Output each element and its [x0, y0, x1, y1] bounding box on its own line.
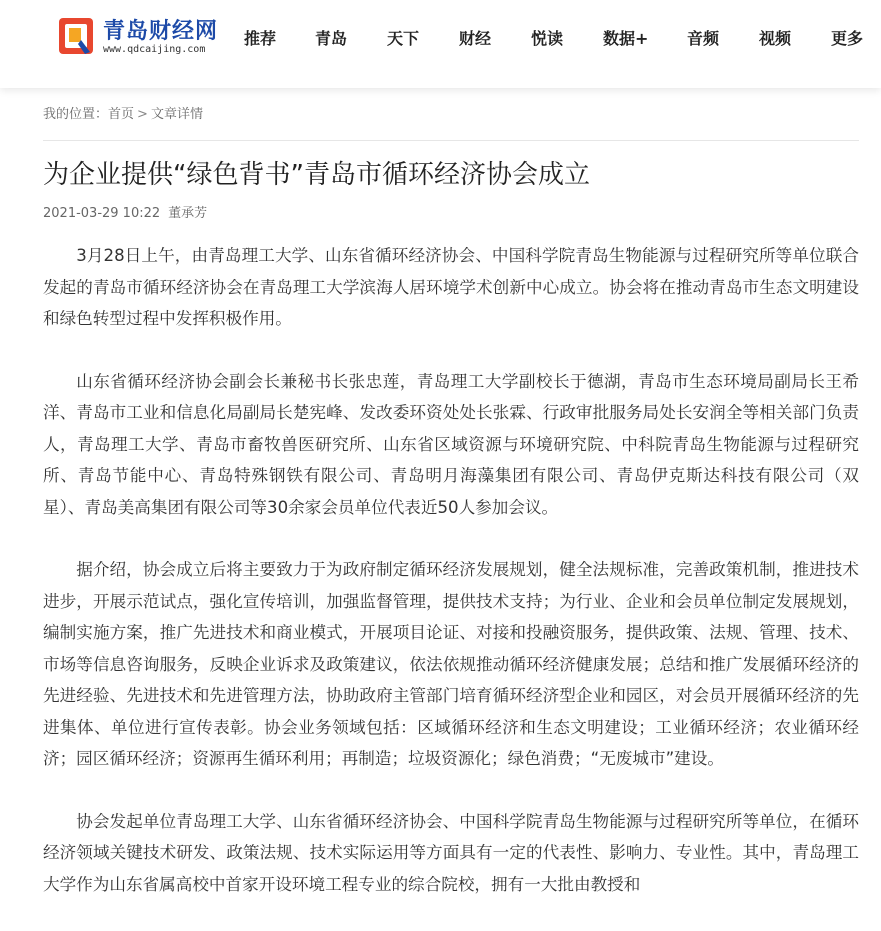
nav-item-finance[interactable]: 财经: [459, 29, 492, 48]
article-meta: [43, 202, 207, 221]
nav-item-video[interactable]: 视频: [759, 29, 792, 48]
nav-item-recommend[interactable]: 推荐: [244, 29, 277, 48]
breadcrumb: [43, 103, 203, 122]
breadcrumb-divider: [43, 140, 859, 141]
article-paragraph: 3月28日上午，由青岛理工大学、山东省循环经济协会、中国科学院青岛生物能源与过程研究所等单位联合发起的青岛市循环经济协会在青岛理工大学滨海人居环境学术创新中心成立。协会将在推动青岛市生态文明建设和绿色转型过程中发挥积极作用。: [43, 246, 859, 328]
breadcrumb-home[interactable]: 首页: [108, 107, 135, 122]
article-author: 董承芳: [168, 206, 208, 221]
article-paragraph: 据介绍，协会成立后将主要致力于为政府制定循环经济发展规划，健全法规标准，完善政策机制，推进技术进步，开展示范试点，强化宣传培训，加强监督管理，提供技术支持；为行业、企业和会员单位制定发展规划，编制实施方案，推广先进技术和商业模式，开展项目论证、对接和投融资服务，提供政策、法规、管理、技术、市场等信息咨询服务，反映企业诉求及政策建议，依法依规推动循环经济健康发展；总结和推广发展循环经济的先进经验、先进技术和先进管理方法，协助政府主管部门培育循环经济型企业和园区，对会员开展循环经济的先进集体、单位进行宣传表彰。协会业务领域包括：区域循环经济和生态文明建设；工业循环经济；农业循环经济；园区循环经济；资源再生循环利用；再制造；垃圾资源化；绿色消费；“无废城市”建设。: [43, 560, 859, 768]
nav-item-audio[interactable]: 音频: [687, 29, 720, 48]
nav-item-world[interactable]: 天下: [387, 29, 420, 48]
breadcrumb-prefix: 我的位置：: [43, 107, 109, 122]
breadcrumb-separator: >: [137, 107, 148, 122]
site-header: [0, 0, 881, 88]
main-nav: [0, 26, 881, 50]
article-paragraph: 协会发起单位青岛理工大学、山东省循环经济协会、中国科学院青岛生物能源与过程研究所等单位，在循环经济领域关键技术研发、政策法规、技术实际运用等方面具有一定的代表性、影响力、专业性。其中，青岛理工大学作为山东省属高校中首家开设环境工程专业的综合院校，拥有一大批由教授和: [43, 811, 859, 894]
nav-item-data[interactable]: 数据+: [603, 29, 649, 48]
article-paragraph: 山东省循环经济协会副会长兼秘书长张忠莲，青岛理工大学副校长于德湖，青岛市生态环境局副局长王希洋、青岛市工业和信息化局副局长楚宪峰、发改委环资处处长张霖、行政审批服务局处长安润全等相关部门负责人，青岛理工大学、青岛市畜牧兽医研究所、山东省区域资源与环境研究院、中科院青岛生物能源与过程研究所、青岛节能中心、青岛特殊钢铁有限公司、青岛明月海藻集团有限公司、青岛伊克斯达科技有限公司（双星）、青岛美高集团有限公司等30余家会员单位代表近50人参加会议。: [43, 371, 859, 517]
logo-url: www.qdcaijing.com: [103, 44, 206, 55]
article-body: [43, 240, 859, 931]
logo-title: 青岛财经网: [103, 19, 219, 44]
nav-item-qingdao[interactable]: 青岛: [315, 29, 348, 48]
breadcrumb-current: 文章详情: [150, 107, 203, 122]
nav-item-reading[interactable]: 悦读: [531, 29, 564, 48]
article-title: 为企业提供“绿色背书”青岛市循环经济协会成立: [43, 160, 590, 190]
article-date: 2021-03-29 10:22: [43, 206, 161, 221]
nav-item-more[interactable]: 更多: [831, 29, 864, 48]
